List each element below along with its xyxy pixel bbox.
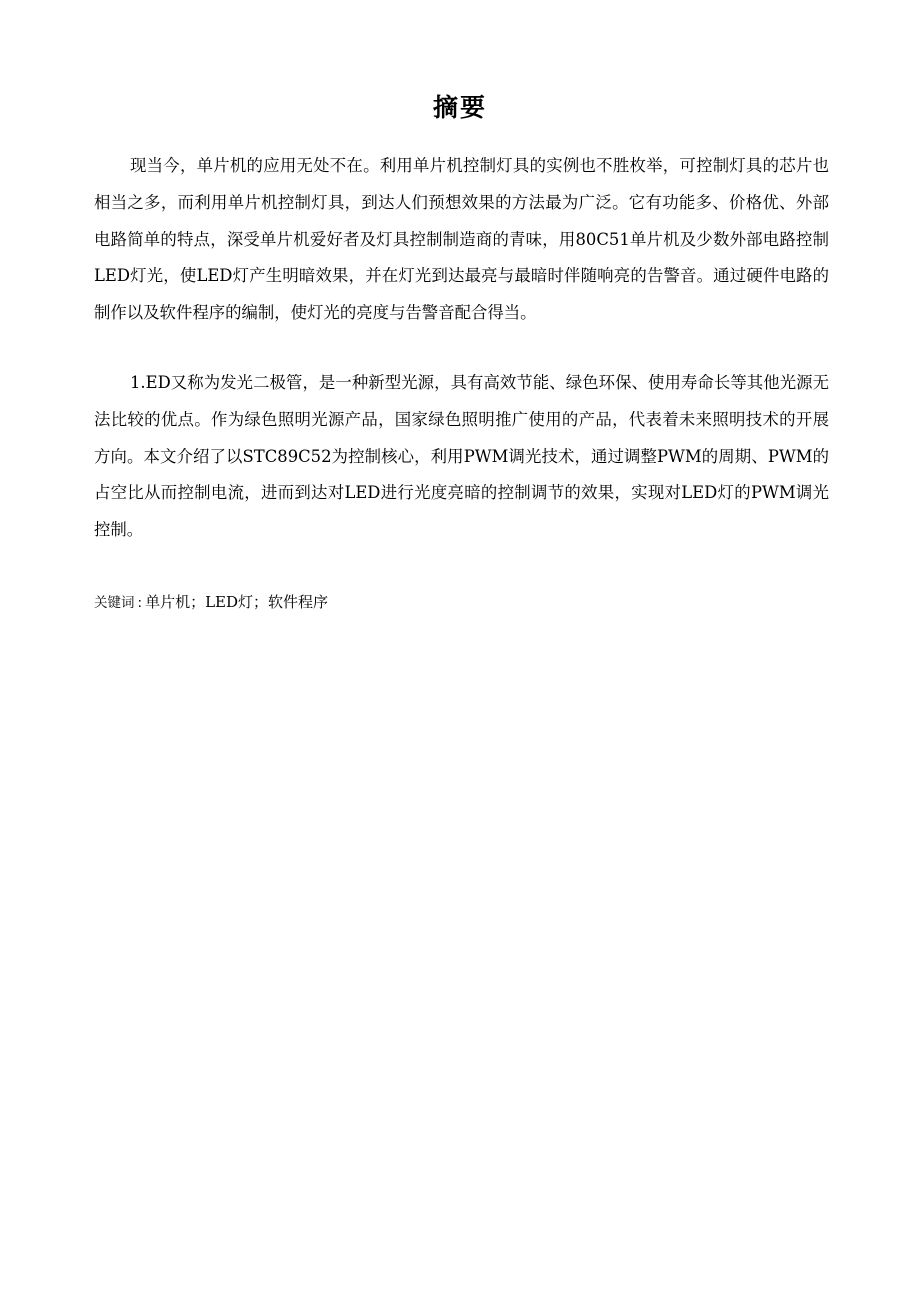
keywords-value: 单片机；LED灯；软件程序 [145, 593, 329, 611]
abstract-paragraph-2: 1.ED又称为发光二极管，是一种新型光源，具有高效节能、绿色环保、使用寿命长等其他光源无法比较的优点。作为绿色照明光源产品，国家绿色照明推广使用的产品，代表着未来照明技术的开展方向。本文介绍了以STC89C52为控制核心，利用PWM调光技术，通过调整PWM的周期、PWM的占空比从而控制电流，进而到达对LED进行光度亮暗的控制调节的效果，实现对LED灯的PWM调光控制。 [94, 373, 829, 540]
keywords-label: 关键词 [94, 595, 135, 611]
keywords-separator: : [137, 595, 143, 611]
abstract-paragraph-1: 现当今，单片机的应用无处不在。利用单片机控制灯具的实例也不胜枚举，可控制灯具的芯片也相当之多，而利用单片机控制灯具，到达人们预想效果的方法最为广泛。它有功能多、价格优、外部电路简单的特点，深受单片机爱好者及灯具控制制造商的青味，用80C51单片机及少数外部电路控制LED灯光，使LED灯产生明暗效果，并在灯光到达最亮与最暗时伴随响亮的告警音。通过硬件电路的制作以及软件程序的编制，使灯光的亮度与告警音配合得当。 [94, 156, 829, 323]
keywords-line [94, 588, 328, 617]
abstract-title: 摘要 [432, 93, 487, 122]
